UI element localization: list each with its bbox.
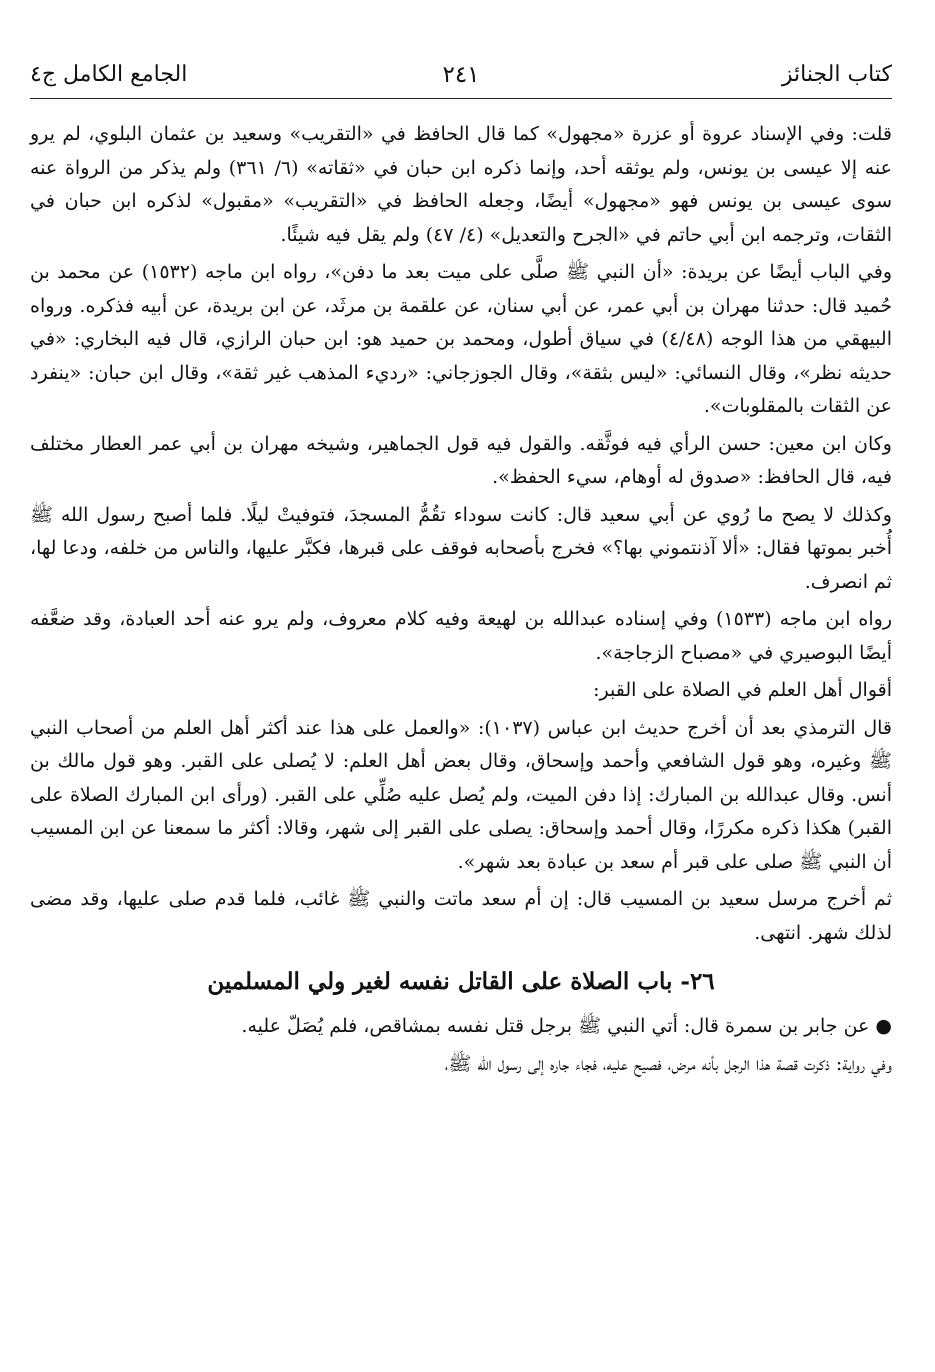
hadith-line: ● عن جابر بن سمرة قال: أتي النبي ﷺ برجل قتل نفسه بمشاقص، فلم يُصَلّ عليه.	[241, 1015, 892, 1037]
page-header	[30, 56, 892, 96]
paragraph-6: أقوال أهل العلم في الصلاة على القبر:	[593, 679, 892, 701]
chapter-title: كتاب الجنائز	[781, 62, 892, 87]
header-rule	[30, 98, 892, 99]
last-line: وفي رواية: ذكرت قصة هذا الرجل بأنه مرض، فصيح عليه، فجاء جاره إلى رسول الله ﷺ،	[444, 1052, 892, 1075]
book-title: الجامع الكامل ج٤	[30, 62, 188, 87]
paragraph-8: ثم أخرج مرسل سعيد بن المسيب قال: إن أم سعد ماتت والنبي ﷺ غائب، فلما قدم صلى عليها، وقد مضى لذلك شهر. انتهى.	[30, 888, 892, 944]
paragraph-2: وفي الباب أيضًا عن بريدة: «أن النبي ﷺ صلَّى على ميت بعد ما دفن»، رواه ابن ماجه (١٥٣٢) عن محمد بن حُميد قال: حدثنا مهران بن أبي عمر، عن أبي سنان، عن علقمة بن مرثَد، عن ابن بريدة، عن أبيه فذكره. ورواه البيهقي من هذا الوجه (٤/٤٨) في سياق أطول، ومحمد بن حميد هو: ابن حبان الرازي، قال فيه البخاري: «في حديثه نظر»، وقال النسائي: «ليس بثقة»، وقال الجوزجاني: «رديء المذهب غير ثقة»، وقال ابن حبان: «ينفرد عن الثقات بالمقلوبات».	[30, 261, 893, 417]
page-number: ٢٤١	[442, 62, 480, 88]
section-title: ٢٦- باب الصلاة على القاتل نفسه لغير ولي المسلمين	[207, 968, 715, 995]
paragraph-7: قال الترمذي بعد أن أخرج حديث ابن عباس (١٠٣٧): «والعمل على هذا عند أكثر أهل العلم من أصحاب النبي ﷺ وغيره، وهو قول الشافعي وأحمد وإسحاق، وقال بعض أهل العلم: لا يُصلى على القبر. وهو قول مالك بن أنس. وقال عبدالله بن المبارك: إذا دفن الميت، ولم يُصل عليه صُلِّي على القبر. (ورأى ابن المبارك الصلاة على القبر) هكذا ذكره مكررًا، وقال أحمد وإسحاق: يصلى على القبر إلى شهر، وقالا: أكثر ما سمعنا عن ابن المسيب أن النبي ﷺ صلى على قبر أم سعد بن عبادة بعد شهر».	[30, 716, 892, 873]
paragraph-5: رواه ابن ماجه (١٥٣٣) وفي إسناده عبدالله بن لهيعة وفيه كلام معروف، ولم يرو عنه أحد العبادة، وقد ضعَّفه أيضًا البوصيري في «مصباح الزجاجة».	[30, 608, 892, 664]
page-body	[30, 118, 892, 1085]
paragraph-4: وكذلك لا يصح ما رُوي عن أبي سعيد قال: كانت سوداء تقُمُّ المسجدَ، فتوفيتْ ليلًا. فلما أصبح رسول الله ﷺ أُخبر بموتها فقال: «ألا آذنتموني بها؟» فخرج بأصحابه فوقف على قبرها، فكبَّر عليها، والناس من خلفه، ودعا لها، ثم انصرف.	[30, 503, 892, 593]
paragraph-3: وكان ابن معين: حسن الرأي فيه فوثَّقه. والقول فيه قول الجماهير، وشيخه مهران بن أبي عمر العطار مختلف فيه، قال الحافظ: «صدوق له أوهام، سيء الحفظ».	[30, 432, 892, 488]
paragraph-1: قلت: وفي الإسناد عروة أو عزرة «مجهول» كما قال الحافظ في «التقريب» وسعيد بن عثمان البلوي، لم يرو عنه إلا عيسى بن يونس، ولم يوثقه أحد، وإنما ذكره ابن حبان في «ثقاته» (٦/ ٣٦١) ولم يذكر من الرواة عنه سوى عيسى بن يونس فهو «مجهول» أيضًا، وجعله الحافظ في «التقريب» «مقبول» لذكره ابن حبان في الثقات، وترجمه ابن أبي حاتم في «الجرح والتعديل» (٤/ ٤٧) ولم يقل فيه شيئًا.	[30, 123, 892, 246]
